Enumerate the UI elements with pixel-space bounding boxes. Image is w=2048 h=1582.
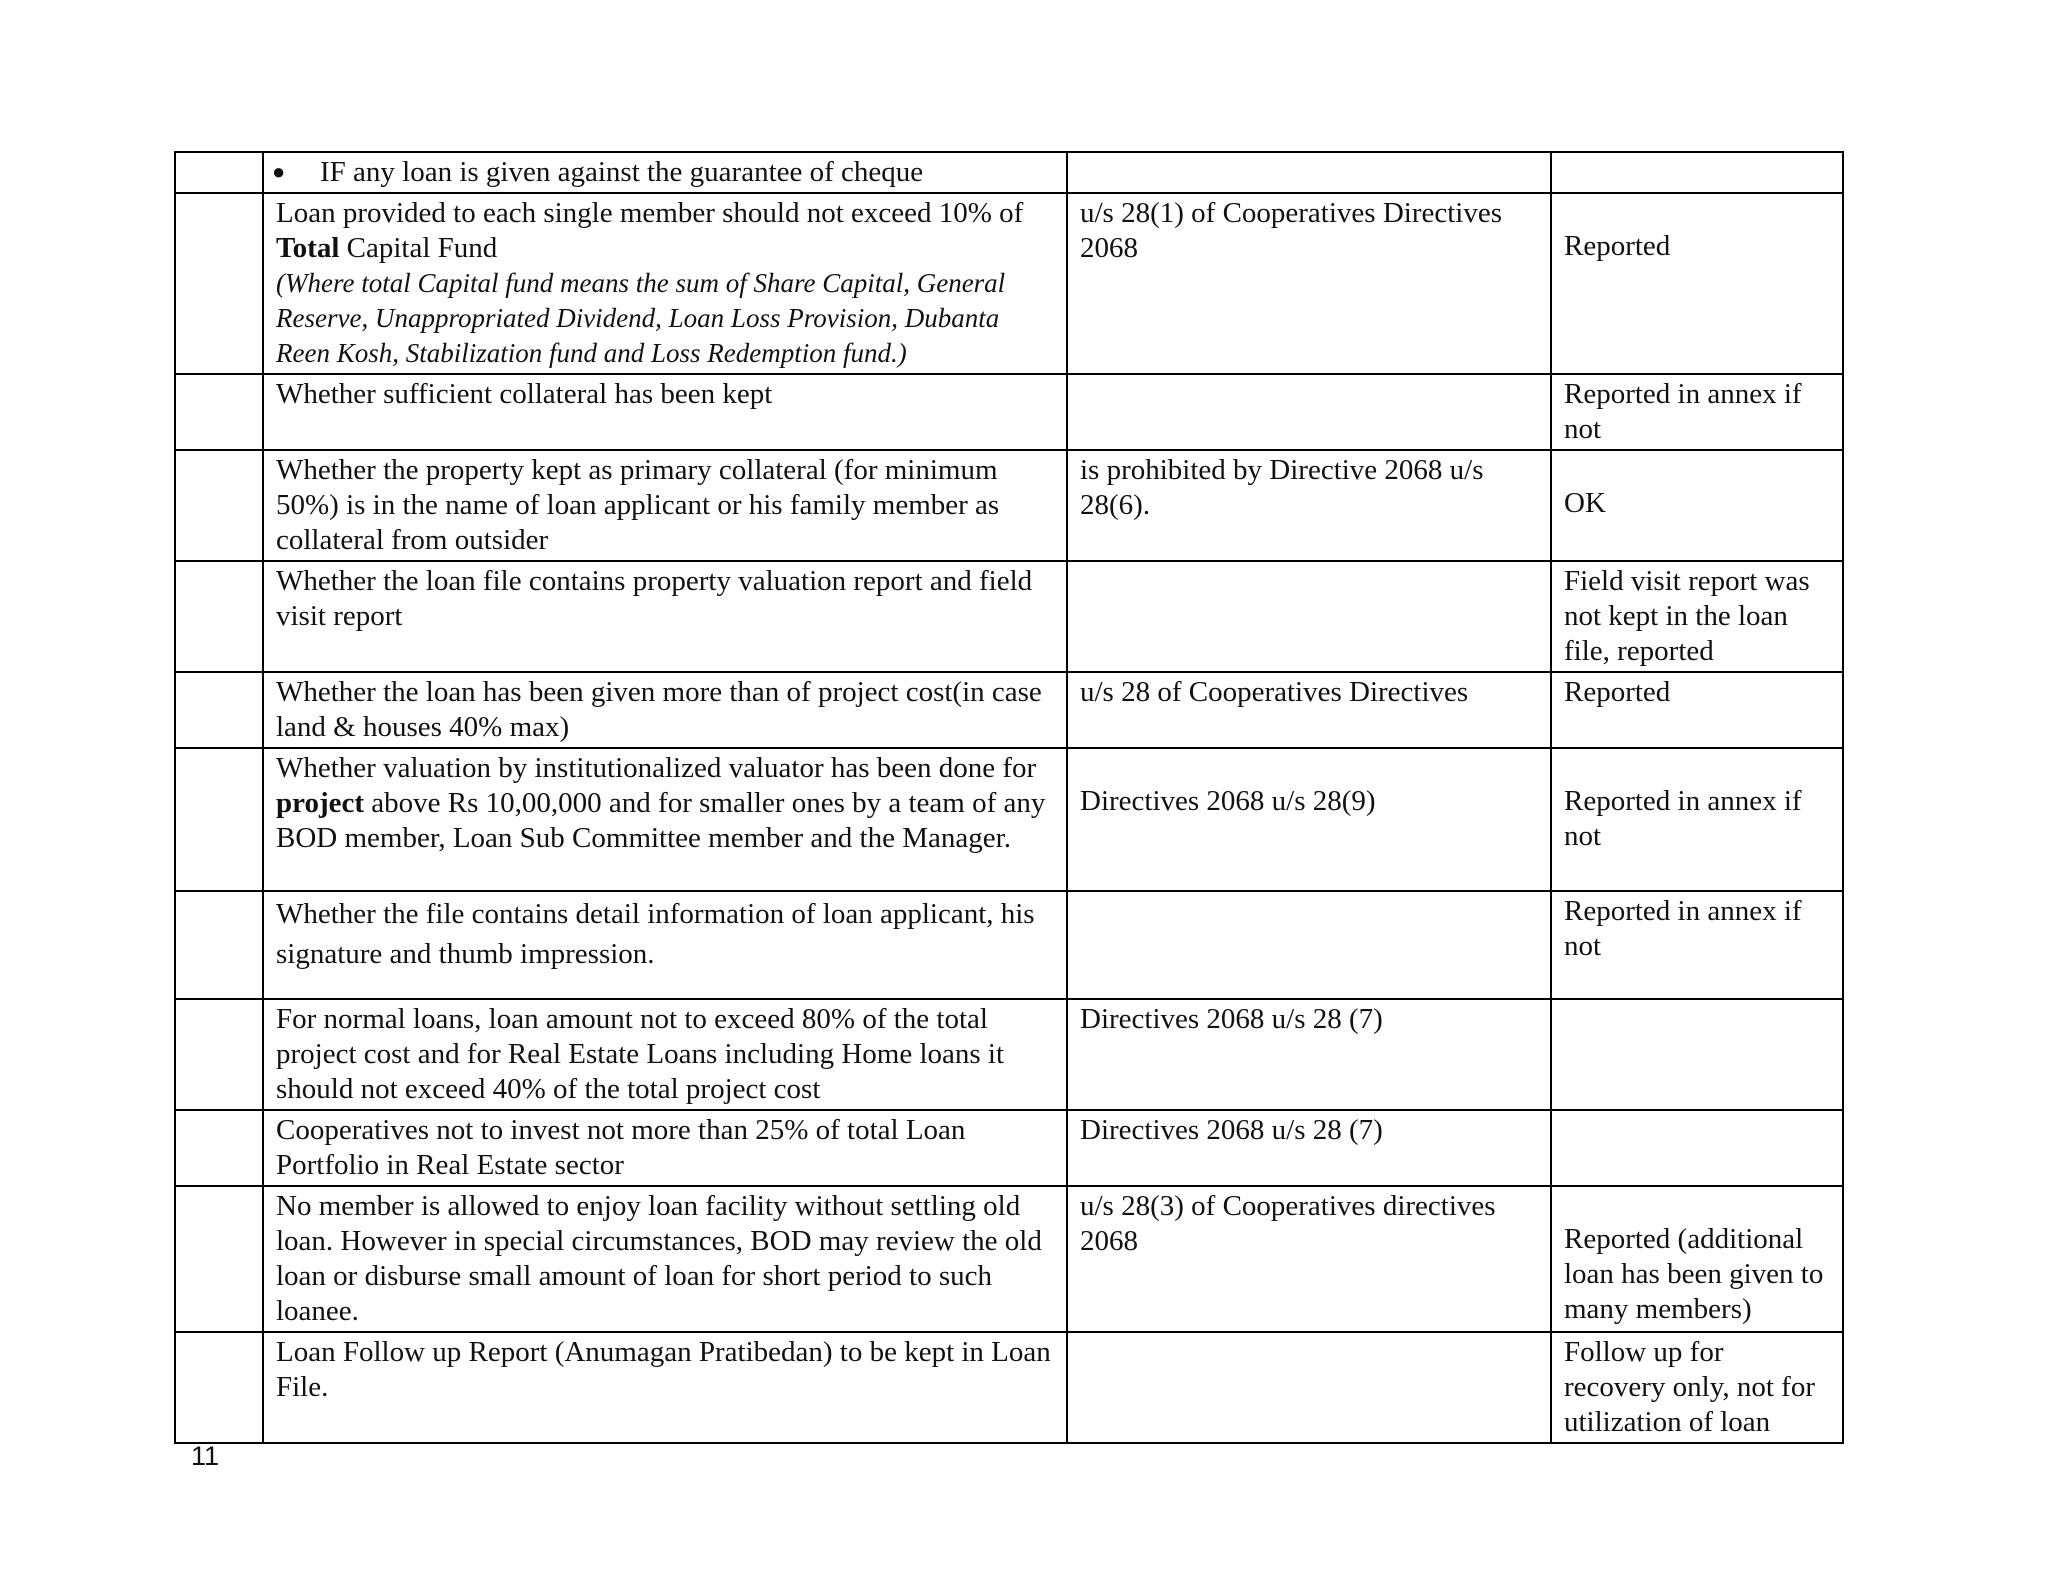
table-row <box>175 1186 1843 1332</box>
checkpoint-cell: Whether the property kept as primary collateral (for minimum 50%) is in the name of loan applicant or his family member as collateral from outsider <box>263 450 1067 561</box>
bullet-icon: ● <box>272 159 286 184</box>
page-number: 11 <box>191 1441 220 1471</box>
table-row <box>175 1110 1843 1186</box>
checkpoint-text: IF any loan is given against the guarantee of cheque <box>320 156 924 188</box>
status-cell: Field visit report was not kept in the loan file, reported <box>1551 561 1843 672</box>
status-cell <box>1551 152 1843 193</box>
reference-cell <box>1067 561 1551 672</box>
serial-cell <box>175 891 263 999</box>
serial-cell <box>175 1332 263 1443</box>
status-cell: OK <box>1551 450 1843 561</box>
table-row <box>175 152 1843 193</box>
checkpoint-cell: For normal loans, loan amount not to exceed 80% of the total project cost and for Real Estate Loans including Home loans it should not exceed 40% of the total project cost <box>263 999 1067 1110</box>
serial-cell <box>175 999 263 1110</box>
serial-cell <box>175 672 263 748</box>
table-row <box>175 748 1843 891</box>
reference-cell <box>1067 152 1551 193</box>
serial-cell <box>175 1110 263 1186</box>
checkpoint-cell: Loan Follow up Report (Anumagan Pratibedan) to be kept in Loan File. <box>263 1332 1067 1443</box>
checkpoint-text: above Rs 10,00,000 and for smaller ones by a team of any BOD member, Loan Sub Committee member and the Manager. <box>276 787 1046 854</box>
reference-cell <box>1067 1332 1551 1443</box>
table-row <box>175 999 1843 1110</box>
checkpoint-text: Whether valuation by institutionalized valuator has been done for <box>276 752 1037 784</box>
reference-cell: u/s 28(1) of Cooperatives Directives 2068 <box>1067 193 1551 374</box>
checkpoint-cell: Cooperatives not to invest not more than 25% of total Loan Portfolio in Real Estate sector <box>263 1110 1067 1186</box>
checkpoint-text: Loan provided to each single member should not exceed 10% of <box>276 197 1024 229</box>
checkpoint-cell: Whether the loan file contains property valuation report and field visit report <box>263 561 1067 672</box>
serial-cell <box>175 748 263 891</box>
serial-cell <box>175 1186 263 1332</box>
status-cell: Reported <box>1551 672 1843 748</box>
reference-cell: is prohibited by Directive 2068 u/s 28(6). <box>1067 450 1551 561</box>
checkpoint-cell: Whether sufficient collateral has been kept <box>263 374 1067 450</box>
reference-cell <box>1067 374 1551 450</box>
reference-cell: u/s 28(3) of Cooperatives directives 2068 <box>1067 1186 1551 1332</box>
serial-cell <box>175 561 263 672</box>
table-row <box>175 450 1843 561</box>
checkpoint-cell <box>263 152 1067 193</box>
checkpoint-cell: Whether the file contains detail information of loan applicant, his signature and thumb impression. <box>263 891 1067 999</box>
status-cell: Follow up for recovery only, not for utilization of loan <box>1551 1332 1843 1443</box>
checkpoint-emphasis: Total <box>276 232 340 264</box>
table-row <box>175 1332 1843 1443</box>
table-row <box>175 561 1843 672</box>
checkpoint-emphasis: project <box>276 787 365 819</box>
status-cell <box>1551 1110 1843 1186</box>
status-cell: Reported in annex if not <box>1551 748 1843 891</box>
reference-cell: Directives 2068 u/s 28(9) <box>1067 748 1551 891</box>
checkpoint-text: Capital Fund <box>339 232 498 264</box>
table-row <box>175 374 1843 450</box>
table-row <box>175 193 1843 374</box>
checkpoint-cell <box>263 193 1067 374</box>
status-cell <box>1551 999 1843 1110</box>
checkpoint-cell: Whether the loan has been given more than of project cost(in case land & houses 40% max) <box>263 672 1067 748</box>
checkpoint-note: (Where total Capital fund means the sum of Share Capital, General Reserve, Unappropriated Dividend, Loan Loss Provision, Dubanta Reen Kosh, Stabilization fund and Loss Redemption fund.) <box>276 268 1006 368</box>
reference-cell: Directives 2068 u/s 28 (7) <box>1067 999 1551 1110</box>
table-row <box>175 672 1843 748</box>
table-row <box>175 891 1843 999</box>
serial-cell <box>175 193 263 374</box>
reference-cell: u/s 28 of Cooperatives Directives <box>1067 672 1551 748</box>
serial-cell <box>175 374 263 450</box>
status-cell: Reported in annex if not <box>1551 374 1843 450</box>
status-cell: Reported in annex if not <box>1551 891 1843 999</box>
status-cell: Reported (additional loan has been given to many members) <box>1551 1186 1843 1332</box>
reference-cell <box>1067 891 1551 999</box>
checkpoint-cell <box>263 748 1067 891</box>
reference-cell: Directives 2068 u/s 28 (7) <box>1067 1110 1551 1186</box>
audit-checklist-table <box>174 151 1844 1444</box>
serial-cell <box>175 450 263 561</box>
serial-cell <box>175 152 263 193</box>
status-cell: Reported <box>1551 193 1843 374</box>
checkpoint-cell: No member is allowed to enjoy loan facility without settling old loan. However in special circumstances, BOD may review the old loan or disburse small amount of loan for short period to such loanee. <box>263 1186 1067 1332</box>
